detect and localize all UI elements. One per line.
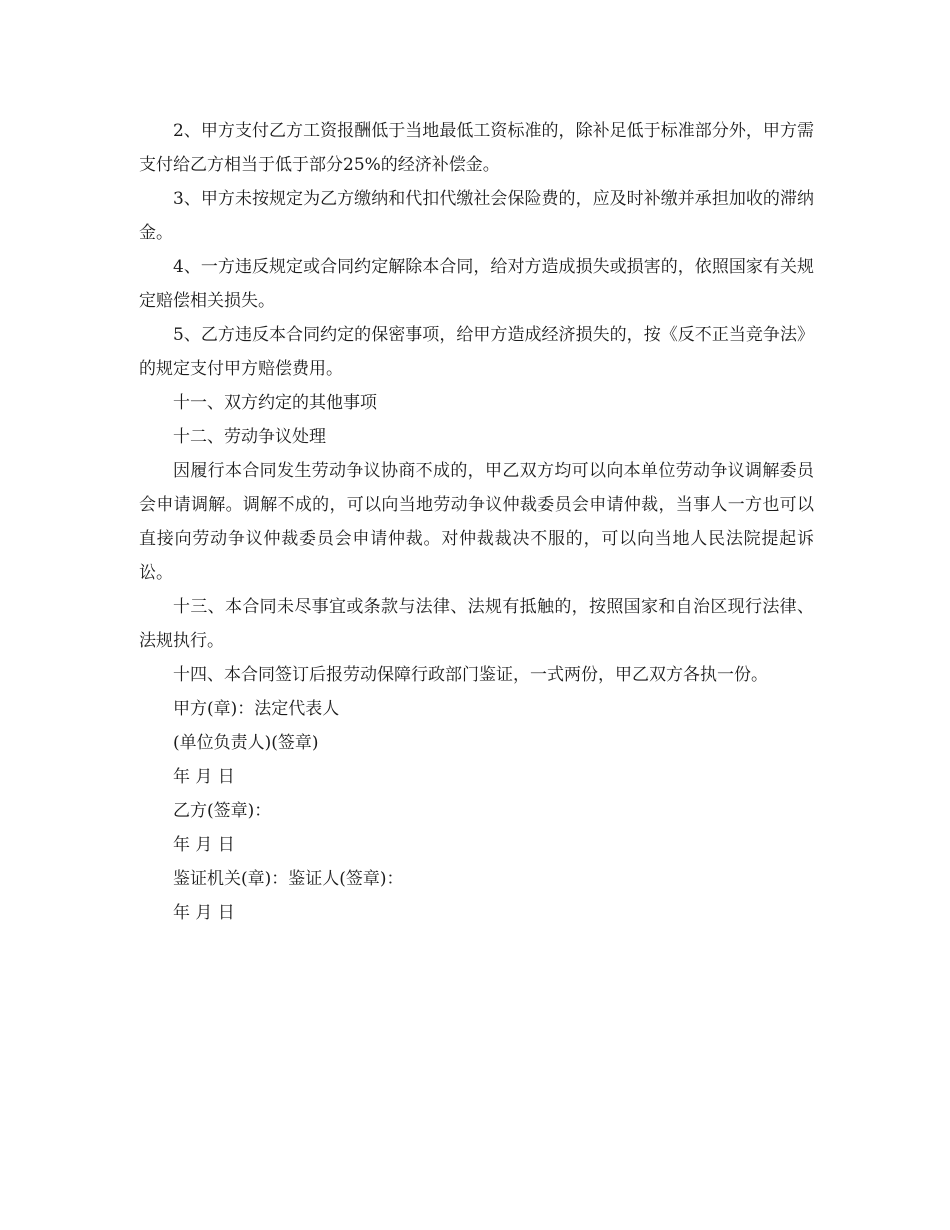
clause-2-wage-compensation: 2、甲方支付乙方工资报酬低于当地最低工资标准的，除补足低于标准部分外，甲方需支付给乙方相当于低于部分25%的经济补偿金。 [139,121,814,175]
clause-5-confidentiality: 5、乙方违反本合同约定的保密事项，给甲方造成经济损失的，按《反不正当竞争法》的规定支付甲方赔偿费用。 [139,325,814,379]
party-b-date-line: 年 月 日 [173,835,235,855]
party-a-date-line: 年 月 日 [173,767,235,787]
authentication-date-line: 年 月 日 [173,903,235,923]
document-body [139,114,814,930]
clause-3-social-insurance: 3、甲方未按规定为乙方缴纳和代扣代缴社会保险费的，应及时补缴并承担加收的滞纳金。 [139,189,814,243]
section-14-text: 十四、本合同签订后报劳动保障行政部门鉴证，一式两份，甲乙双方各执一份。 [173,665,768,685]
party-a-signature-line: 甲方(章)：法定代表人 [173,699,340,719]
section-11-heading: 十一、双方约定的其他事项 [173,393,377,413]
section-12-dispute-text: 因履行本合同发生劳动争议协商不成的，甲乙双方均可以向本单位劳动争议调解委员会申请调解。调解不成的，可以向当地劳动争议仲裁委员会申请仲裁，当事人一方也可以直接向劳动争议仲裁委员会申请仲裁。对仲裁裁决不服的，可以向当地人民法院提起诉讼。 [139,461,814,583]
unit-head-signature-line: (单位负责人)(签章) [173,733,319,753]
party-b-signature-line: 乙方(签章)： [173,801,272,821]
section-13-text: 十三、本合同未尽事宜或条款与法律、法规有抵触的，按照国家和自治区现行法律、法规执行。 [139,597,814,651]
section-12-heading: 十二、劳动争议处理 [173,427,326,447]
authentication-signature-line: 鉴证机关(章)：鉴证人(签章)： [173,869,404,889]
clause-4-termination-damages: 4、一方违反规定或合同约定解除本合同，给对方造成损失或损害的，依照国家有关规定赔偿相关损失。 [139,257,814,311]
